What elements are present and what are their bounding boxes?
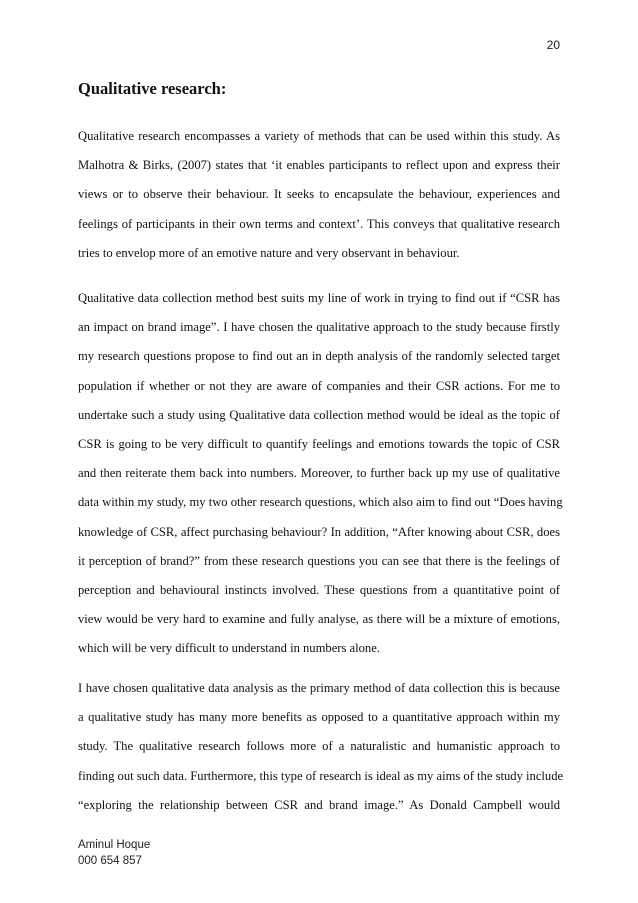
section-title: Qualitative research:	[78, 79, 227, 98]
paragraph-line: finding out such data. Furthermore, this type of research is ideal as my aims of the study include	[78, 768, 564, 783]
paragraph-line: CSR is going to be very difficult to quantify feelings and emotions towards the topic of CSR	[78, 436, 560, 451]
page-number: 20	[546, 38, 560, 52]
paragraph-line: views or to observe their behaviour. It seeks to encapsulate the behaviour, experiences and	[78, 187, 560, 202]
paragraph-line: it perception of brand?” from these research questions you can see that there is the feelings of	[78, 553, 560, 568]
paragraph-2	[78, 290, 563, 669]
paragraph-line: Qualitative data collection method best suits my line of work in trying to find out if “CSR has	[78, 291, 560, 305]
paragraph-1	[78, 128, 560, 274]
paragraph-line: Malhotra & Birks, (2007) states that ‘it enables participants to reflect upon and express their	[78, 158, 560, 173]
paragraph-line: undertake such a study using Qualitative data collection method would be ideal as the topic of	[78, 407, 560, 422]
footer-author: Aminul Hoque	[78, 839, 151, 851]
paragraph-line: view would be very hard to examine and fully analyse, as there will be a mixture of emotions,	[78, 612, 560, 627]
paragraph-line: Qualitative research encompasses a variety of methods that can be used within this study. As	[78, 129, 560, 143]
paragraph-line: an impact on brand image”. I have chosen the qualitative approach to the study because firstly	[78, 320, 560, 335]
paragraph-line: a qualitative study has many more benefits as opposed to a quantitative approach within my	[78, 710, 560, 725]
paragraph-line: perception and behavioural instincts involved. These questions from a quantitative point of	[78, 582, 560, 597]
paragraph-line: my research questions propose to find out an in depth analysis of the randomly selected target	[78, 349, 560, 364]
paragraph-line: population if whether or not they are aware of companies and their CSR actions. For me to	[78, 378, 560, 393]
paragraph-line: which will be very difficult to understand in numbers alone.	[78, 641, 380, 656]
page-footer	[78, 837, 150, 869]
paragraph-line: feelings of participants in their own terms and context’. This conveys that qualitative research	[78, 216, 560, 231]
paragraph-line: knowledge of CSR, affect purchasing behaviour? In addition, “After knowing about CSR, does	[78, 524, 560, 539]
paragraph-3	[78, 680, 564, 826]
footer-student-id: 000 654 857	[78, 855, 142, 867]
paragraph-line: I have chosen qualitative data analysis as the primary method of data collection this is because	[78, 681, 560, 695]
paragraph-line: data within my study, my two other research questions, which also aim to find out “Does having	[78, 495, 563, 510]
paragraph-line: and then reiterate them back into numbers. Moreover, to further back up my use of qualitative	[78, 466, 560, 481]
paragraph-line: “exploring the relationship between CSR and brand image.” As Donald Campbell would	[78, 797, 560, 812]
paragraph-line: tries to envelop more of an emotive nature and very observant in behaviour.	[78, 245, 460, 260]
paragraph-line: study. The qualitative research follows more of a naturalistic and humanistic approach to	[78, 739, 560, 754]
